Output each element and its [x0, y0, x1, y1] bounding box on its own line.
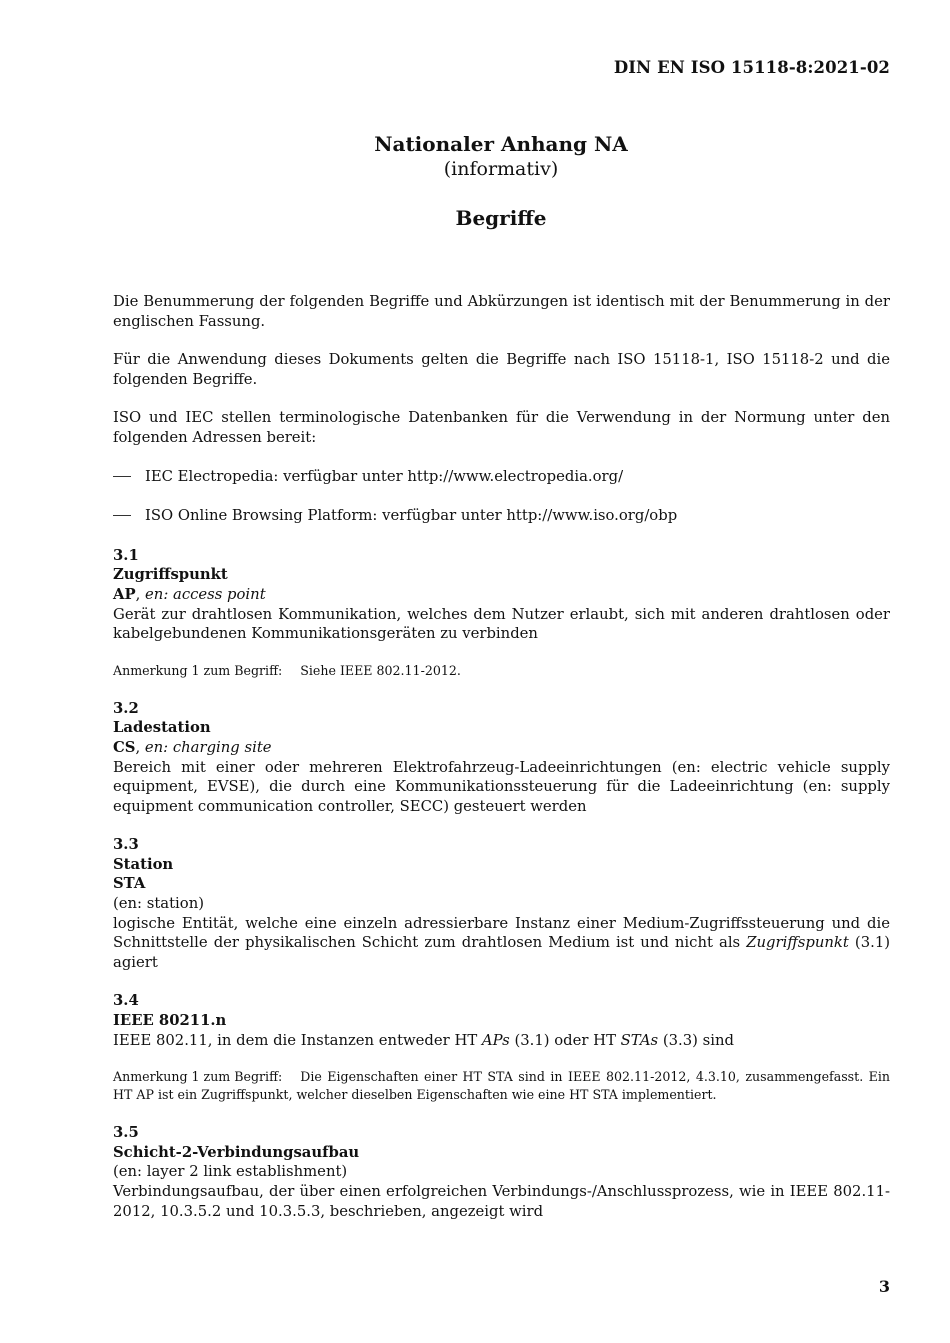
note-label: Anmerkung 1 zum Begriff: — [113, 662, 283, 678]
term-number: 3.5 — [113, 1124, 139, 1142]
term-number: 3.1 — [113, 546, 139, 564]
term-abbreviation: AP — [113, 585, 136, 603]
term-definition — [113, 914, 890, 973]
definition-text: IEEE 802.11, in dem die Instanzen entweder HT — [113, 1031, 482, 1049]
term-entry-3-1 — [113, 546, 890, 644]
intro-paragraph-application: Für die Anwendung dieses Dokuments gelten die Begriffe nach ISO 15118-1, ISO 15118-2 und die folgenden Begriffe. — [113, 351, 890, 388]
list-item-text: IEC Electropedia: verfügbar unter http://www.electropedia.org/ — [145, 467, 624, 485]
intro-paragraph-numbering: Die Benummerung der folgenden Begriffe und Abkürzungen ist identisch mit der Benummerung in der englischen Fassung. — [113, 293, 890, 330]
term-reference: Zugriffspunkt — [746, 934, 849, 952]
note-text: Die Eigenschaften einer HT STA sind in IEEE 802.11-2012, 4.3.10, zusammengefasst. Ein HT AP ist ein Zugriffspunkt, welcher dieselben Eigenschaften wie eine HT STA implementiert. — [113, 1069, 890, 1103]
term-name: IEEE 80211.n — [113, 1012, 227, 1030]
note-label: Anmerkung 1 zum Begriff: — [113, 1069, 283, 1085]
annex-subtitle: (informativ) — [443, 158, 559, 180]
note-text: Siehe IEEE 802.11-2012. — [300, 662, 461, 678]
term-abbreviation: CS — [113, 738, 136, 756]
term-number: 3.3 — [113, 836, 139, 854]
term-english: (en: layer 2 link establishment) — [113, 1163, 348, 1181]
definition-text: logische Entität, welche eine einzeln adressierbare Instanz einer Medium-Zugriffssteuerung und die Schnittstelle der physikalischen Schicht zum drahtlosen Medium ist und nicht als — [113, 914, 890, 952]
term-english: en: access point — [145, 585, 266, 603]
term-definition — [113, 1031, 890, 1051]
dash-bullet-icon — [113, 476, 131, 477]
term-english: en: charging site — [144, 738, 272, 756]
term-abbreviation-separator: , — [135, 738, 145, 756]
definition-text: (3.1) agiert — [113, 934, 891, 971]
page-number: 3 — [878, 1277, 890, 1296]
term-abbreviation-line — [113, 738, 890, 758]
term-reference: APs — [481, 1031, 510, 1049]
term-note-3-4 — [113, 1068, 890, 1104]
term-entry-3-5 — [113, 1123, 890, 1221]
term-entry-3-3 — [113, 835, 890, 972]
definition-text: (3.1) oder HT — [509, 1031, 621, 1049]
term-name: Ladestation — [113, 719, 211, 737]
list-item-iso-obp — [113, 506, 890, 526]
term-entry-3-2 — [113, 699, 890, 817]
term-abbreviation-separator: , — [135, 585, 146, 603]
term-abbreviation: STA — [113, 875, 146, 893]
list-item-text: ISO Online Browsing Platform: verfügbar unter http://www.iso.org/obp — [145, 507, 678, 525]
term-name: Station — [113, 855, 174, 873]
term-english: (en: station) — [113, 895, 204, 913]
term-name: Schicht-2-Verbindungsaufbau — [113, 1143, 360, 1161]
term-note-3-1 — [113, 662, 890, 680]
term-number: 3.2 — [113, 699, 139, 717]
definition-text: (3.3) sind — [658, 1031, 734, 1049]
term-name: Zugriffspunkt — [113, 566, 228, 584]
term-definition: Bereich mit einer oder mehreren Elektrofahrzeug-Ladeeinrichtungen (en: electric vehicle supply equipment, EVSE), die durch eine Kommunikationssteuerung für die Ladeeinrichtung (en: supply equipment communication controller, SECC) gesteuert werden — [113, 758, 890, 815]
term-number: 3.4 — [113, 992, 139, 1010]
document-body — [113, 292, 890, 1240]
intro-paragraph-databases: ISO und IEC stellen terminologische Datenbanken für die Verwendung in der Normung unter den folgenden Adressen bereit: — [113, 409, 890, 446]
term-definition: Gerät zur drahtlosen Kommunikation, welches dem Nutzer erlaubt, sich mit anderen drahtlosen oder kabelgebundenen Kommunikationsgeräten zu verbinden — [113, 605, 890, 643]
term-entry-3-4 — [113, 991, 890, 1050]
annex-title: Nationaler Anhang NA — [374, 132, 628, 156]
term-definition: Verbindungsaufbau, der über einen erfolgreichen Verbindungs-/Anschlussprozess, wie in IEEE 802.11-2012, 10.3.5.2 und 10.3.5.3, beschrieben, angezeigt wird — [113, 1183, 890, 1220]
dash-bullet-icon — [113, 515, 131, 516]
section-title: Begriffe — [455, 206, 547, 230]
term-abbreviation-line — [113, 585, 890, 605]
term-reference: STAs — [620, 1031, 659, 1049]
list-item-electropedia — [113, 467, 890, 487]
document-identifier: DIN EN ISO 15118-8:2021-02 — [613, 58, 890, 77]
